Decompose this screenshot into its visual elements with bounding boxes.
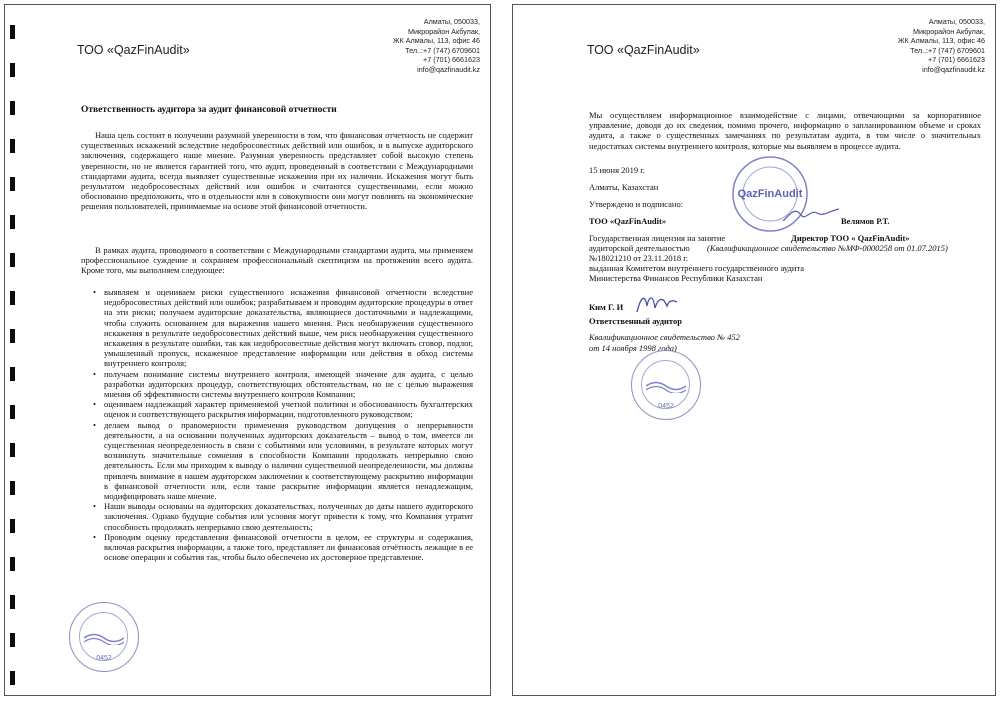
company-name: ТОО «QazFinAudit» [77,43,190,57]
list-item: • Проводим оценку представления финансовой отчетности в целом, ее структуры и содержания, включая раскрытия информации, а также того, представляет ли финансовая отчётность лежащие в ее основе операции и события так, чтобы было обеспечено их достоверное представление. [93,532,473,563]
license-line: Государственная лицензия на занятие [589,233,726,243]
paragraph-audit-scope: В рамках аудита, проводимого в соответствии с Международными стандартами аудита, мы применяем профессиональное суждение и сохраняем профессиональный скептицизм на протяжении всего аудита. Кроме того, мы выполняем следующее: [81,245,473,276]
stamp-number: 0452 [96,655,112,662]
approval-note: Утверждено и подписано: [589,199,684,209]
list-item: • делаем вывод о правомерности применения руководством допущения о непрерывности деятельности, а на основании полученных аудиторских доказательств – вывод о том, имеется ли существенная неопределенность в связи с событиями или условиями, в результате которых могут возникнуть значительные сомнения в способности Компании продолжать непрерывно свою деятельность. Если мы приходим к выводу о наличии существенной неопределенности, мы должны привлечь внимание в нашем аудиторском заключении к соответствующему раскрытию информации в финансовой отчетности или, если такое раскрытие информации является ненадлежащим, модифицировать наше мнение. [93,420,473,502]
paragraph-objective: Наша цель состоит в получении разумной уверенности в том, что финансовая отчетность не содержит существенных искажений вследствие недобросовестных действий или ошибок, и в выпуске аудиторского заключения, содержащего наше мнение. Разумная уверенность представляет собой высокую степень уверенности, но не является гарантией того, что аудит, проведенный в соответствии с Международными стандартами аудита, всегда выявляет существенные искажения при их наличии. Искажения могут быть результатом недобросовестных действий или ошибок и считаются существенными, если можно обоснованно предположить, что в отдельности или в совокупности они могут повлиять на экономические решения пользователей, принимаемые на основе этой финансовой отчетности. [81,130,473,212]
responsibilities-list [93,287,473,562]
report-date: 15 июня 2019 г. [589,165,645,175]
company-name: ТОО «QazFinAudit» [587,43,700,57]
address-line: Алматы, 050033, [423,17,480,26]
auditor-certificate: Квалификационное свидетельство № 452 [589,332,740,342]
list-item: • выявляем и оцениваем риски существенного искажения финансовой отчетности вследствие недобросовестных действий или ошибок; разрабатываем и проводим аудиторские процедуры в ответ на эти риски; получаем аудиторские доказательства, являющиеся достаточными и надлежащими, чтобы служить основанием для выражения нашего мнения. Риск необнаружения существенного искажения в результате недобросовестных действий выше, чем риск необнаружения существенного искажения в результате ошибки, так как недобросовестные действия могут включать сговор, подлог, умышленный пропуск, искаженное представление информации или действия в обход системы внутреннего контроля; [93,287,473,369]
auditor-seal-stamp [631,350,701,420]
company-address [785,17,985,75]
list-item: • получаем понимание системы внутреннего контроля, имеющей значение для аудита, с целью разработки аудиторских процедур, соответствующих обстоятельствам, но не с целью выражения мнения об эффективности системы внутреннего контроля Компании; [93,369,473,400]
director-qualification: (Квалификационное свидетельство №МФ-0000258 от 01.07.2015) [707,243,948,253]
director-title: Директор ТОО « QazFinAudit» [791,233,910,243]
auditor-signature [633,292,681,316]
binding-holes [7,5,17,695]
signing-company: ТОО «QazFinAudit» [589,216,667,226]
director-name: Велямов Р.Т. [841,216,890,226]
license-line: аудиторской деятельностью [589,243,690,253]
address-line: ЖК Алмалы, 113, офис 46 [897,36,985,46]
address-line: +7 (701) 6661623 [423,55,480,65]
license-ministry: Министерства Финансов Республики Казахстан [589,273,763,283]
company-address [280,17,480,75]
right-page [512,4,996,696]
stamp-number: 0452 [658,403,674,410]
address-line: Тел..:+7 (747) 6709601 [405,45,480,55]
address-line: Микрорайон Акбулак, [408,26,480,36]
address-line: Микрорайон Акбулак, [913,26,985,36]
address-line: ЖК Алмалы, 113, офис 46 [392,36,480,46]
seal-stamp [69,602,139,672]
address-line: Алматы, 050033, [928,17,985,26]
list-item: • оцениваем надлежащий характер применяемой учетной политики и обоснованность бухгалтерских оценок и соответствующего раскрытия информации, подготовленного руководством; [93,399,473,419]
auditor-name: Ким Г. И [589,302,624,312]
address-line: Тел..:+7 (747) 6709601 [910,45,985,55]
stamp-company-text: QazFinAudit [737,188,803,200]
auditor-certificate-date: от 14 ноября 1998 года) [589,343,677,353]
auditor-title: Ответственный аудитор [589,316,682,326]
director-signature [781,203,841,227]
paragraph-communication: Мы осуществляем информационное взаимодействие с лицами, отвечающими за корпоративное управление, доводя до их сведения, помимо прочего, информацию о запланированном объеме и сроках аудита, а также о существенных замечаниях по результатам аудита, в том числе о значительных недостатках системы внутреннего контроля, которые мы выявляем в процессе аудита. [589,110,981,151]
section-title: Ответственность аудитора за аудит финансовой отчетности [81,105,337,115]
address-line: info@qazfinaudit.kz [417,64,480,74]
left-page [4,4,491,696]
license-issuer: выданная Комитетом внутреннего государственного аудита [589,263,805,273]
address-line: info@qazfinaudit.kz [922,64,985,74]
license-number: №18021210 от 23.11.2018 г. [589,253,688,263]
report-city: Алматы, Казахстан [589,182,659,192]
list-item: • Наши выводы основаны на аудиторских доказательствах, полученных до даты нашего аудиторского заключения. Однако будущие события или условия могут привести к тому, что Компания утратит способность продолжать непрерывно свою деятельность; [93,501,473,532]
address-line: +7 (701) 6661623 [928,55,985,65]
